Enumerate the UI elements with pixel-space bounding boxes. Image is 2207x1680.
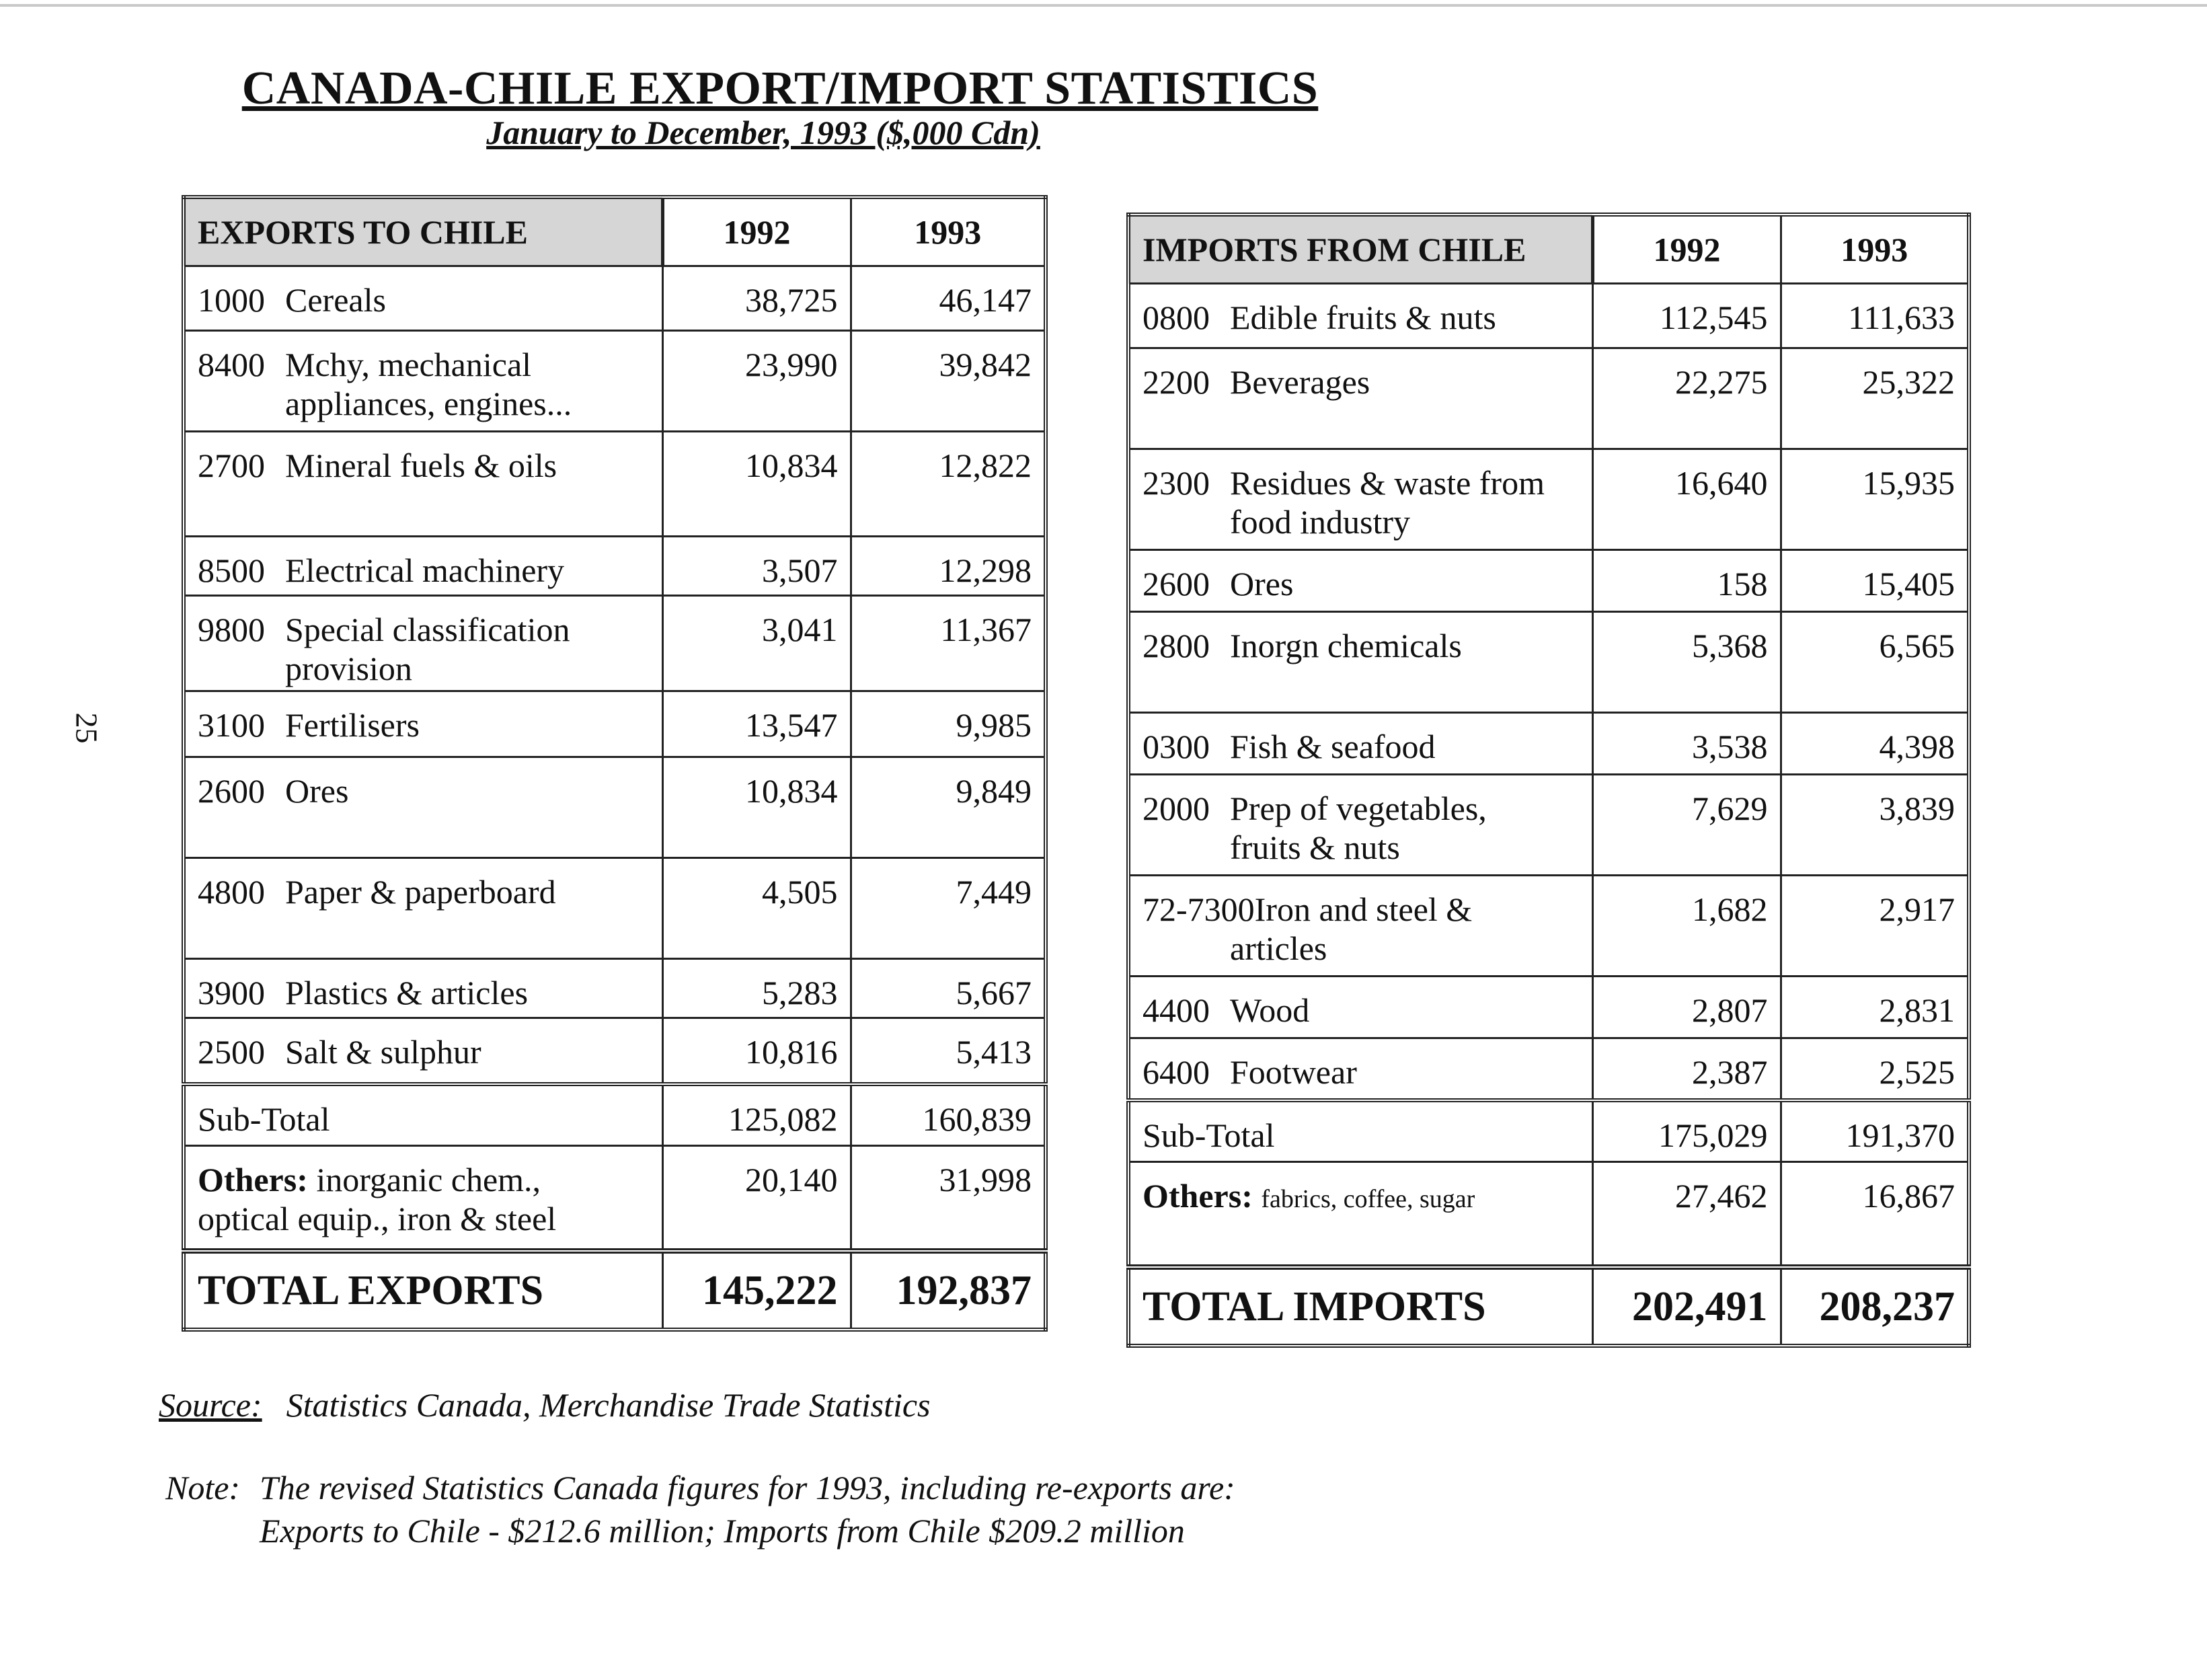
exports-others-desc: inorganic chem., <box>316 1161 541 1198</box>
value-1992: 16,640 <box>1592 449 1781 550</box>
table-row <box>184 1018 1046 1084</box>
table-row <box>184 691 1046 757</box>
item-label-cell <box>1128 713 1592 775</box>
item-code: 1000 <box>198 281 265 319</box>
item-label-continued: food industry <box>1230 503 1411 541</box>
imports-others-row <box>1128 1162 1969 1267</box>
item-label: Iron and steel & <box>1254 890 1473 928</box>
value-1992: 2,807 <box>1592 977 1781 1038</box>
table-row <box>184 266 1046 331</box>
item-label-continued: appliances, engines... <box>285 385 572 422</box>
value-1993: 11,367 <box>851 596 1046 691</box>
value-1993: 7,449 <box>851 858 1046 959</box>
value-1993: 25,322 <box>1781 348 1969 449</box>
item-label: Plastics & articles <box>285 974 529 1011</box>
item-label-cell <box>1128 977 1592 1038</box>
item-code: 2000 <box>1143 790 1210 827</box>
table-row <box>184 432 1046 537</box>
table-row <box>1128 876 1969 977</box>
note-label: Note: <box>165 1469 241 1506</box>
value-1992: 7,629 <box>1592 775 1781 876</box>
table-row <box>184 596 1046 691</box>
item-label-cell <box>1128 876 1592 977</box>
exports-others-row <box>184 1146 1046 1251</box>
item-code: 0800 <box>1143 299 1210 336</box>
item-label-continued: articles <box>1230 929 1327 967</box>
note-block <box>165 1466 1235 1552</box>
value-1993: 4,398 <box>1781 713 1969 775</box>
value-1993: 5,667 <box>851 959 1046 1018</box>
item-label-cell <box>184 1018 662 1084</box>
item-label-cell <box>184 266 662 331</box>
exports-table <box>182 195 1048 1332</box>
exports-subtotal-label: Sub-Total <box>184 1084 662 1146</box>
item-label: Salt & sulphur <box>285 1033 481 1071</box>
item-code: 2800 <box>1143 627 1210 664</box>
imports-total-1992: 202,491 <box>1592 1267 1781 1346</box>
value-1992: 3,538 <box>1592 713 1781 775</box>
value-1992: 1,682 <box>1592 876 1781 977</box>
table-row <box>1128 977 1969 1038</box>
imports-subtotal-1992: 175,029 <box>1592 1100 1781 1162</box>
item-label-continued: fruits & nuts <box>1230 829 1400 866</box>
imports-year-1993: 1993 <box>1781 215 1969 284</box>
note-line-2: Exports to Chile - $212.6 million; Imports from Chile $209.2 million <box>260 1512 1185 1550</box>
table-row <box>1128 449 1969 550</box>
value-1992: 2,387 <box>1592 1038 1781 1100</box>
item-label: Mineral fuels & oils <box>285 447 557 484</box>
value-1993: 9,849 <box>851 757 1046 858</box>
value-1992: 3,041 <box>662 596 851 691</box>
source-label: Source: <box>159 1386 262 1424</box>
item-label: Prep of vegetables, <box>1230 790 1487 827</box>
item-code: 2600 <box>198 772 265 810</box>
exports-subtotal-1992: 125,082 <box>662 1084 851 1146</box>
table-row <box>184 757 1046 858</box>
item-code: 2500 <box>198 1033 265 1071</box>
item-label-cell <box>184 757 662 858</box>
imports-total-label: TOTAL IMPORTS <box>1128 1267 1592 1346</box>
exports-total-1993: 192,837 <box>851 1251 1046 1330</box>
item-code: 2200 <box>1143 363 1210 401</box>
value-1992: 158 <box>1592 550 1781 612</box>
imports-subtotal-label: Sub-Total <box>1128 1100 1592 1162</box>
item-code: 3100 <box>198 706 265 744</box>
exports-others-label: Others: <box>198 1161 308 1198</box>
item-label: Inorgn chemicals <box>1230 627 1462 664</box>
table-row <box>1128 284 1969 348</box>
exports-rows <box>184 266 1046 1084</box>
item-code: 4400 <box>1143 991 1210 1029</box>
item-code: 72-7300 <box>1143 890 1255 928</box>
imports-others-1993: 16,867 <box>1781 1162 1969 1267</box>
item-label: Mchy, mechanical <box>285 346 532 383</box>
exports-others-desc2: optical equip., iron & steel <box>198 1200 557 1237</box>
exports-header: EXPORTS TO CHILE <box>184 197 662 266</box>
item-label-cell <box>1128 348 1592 449</box>
item-label: Residues & waste from <box>1230 464 1545 502</box>
value-1993: 5,413 <box>851 1018 1046 1084</box>
value-1992: 3,507 <box>662 537 851 596</box>
item-label-cell <box>184 858 662 959</box>
value-1993: 2,831 <box>1781 977 1969 1038</box>
exports-others-1993: 31,998 <box>851 1146 1046 1251</box>
imports-total-row <box>1128 1267 1969 1346</box>
item-label: Beverages <box>1230 363 1370 401</box>
item-code: 9800 <box>198 611 265 648</box>
value-1993: 15,405 <box>1781 550 1969 612</box>
table-row <box>1128 775 1969 876</box>
source-line <box>159 1385 931 1424</box>
imports-total-1993: 208,237 <box>1781 1267 1969 1346</box>
item-label: Ores <box>1230 565 1294 603</box>
item-code: 3900 <box>198 974 265 1011</box>
item-label-cell <box>184 691 662 757</box>
value-1993: 46,147 <box>851 266 1046 331</box>
table-row <box>1128 713 1969 775</box>
imports-subtotal-1993: 191,370 <box>1781 1100 1969 1162</box>
table-row <box>1128 1038 1969 1100</box>
item-label-cell <box>1128 449 1592 550</box>
item-label-cell <box>184 596 662 691</box>
scan-top-edge <box>0 4 2207 7</box>
exports-others-cell <box>184 1146 662 1251</box>
value-1992: 10,816 <box>662 1018 851 1084</box>
value-1993: 9,985 <box>851 691 1046 757</box>
item-code: 8500 <box>198 551 265 589</box>
imports-rows <box>1128 284 1969 1100</box>
imports-year-1992: 1992 <box>1592 215 1781 284</box>
exports-year-1992: 1992 <box>662 197 851 266</box>
value-1992: 10,834 <box>662 432 851 537</box>
item-label: Fertilisers <box>285 706 420 744</box>
table-row <box>184 959 1046 1018</box>
item-label: Cereals <box>285 281 386 319</box>
value-1993: 3,839 <box>1781 775 1969 876</box>
exports-subtotal-1993: 160,839 <box>851 1084 1046 1146</box>
table-row <box>184 858 1046 959</box>
exports-subtotal-row <box>184 1084 1046 1146</box>
table-row <box>1128 550 1969 612</box>
exports-total-row <box>184 1251 1046 1330</box>
item-code: 4800 <box>198 873 265 911</box>
imports-header: IMPORTS FROM CHILE <box>1128 215 1592 284</box>
value-1993: 2,917 <box>1781 876 1969 977</box>
item-label-cell <box>184 959 662 1018</box>
value-1993: 39,842 <box>851 331 1046 432</box>
exports-total-label: TOTAL EXPORTS <box>184 1251 662 1330</box>
item-code: 6400 <box>1143 1053 1210 1091</box>
imports-others-1992: 27,462 <box>1592 1162 1781 1267</box>
note-line-1: The revised Statistics Canada figures for 1993, including re-exports are: <box>260 1469 1235 1506</box>
exports-year-1993: 1993 <box>851 197 1046 266</box>
value-1993: 111,633 <box>1781 284 1969 348</box>
table-row <box>1128 348 1969 449</box>
imports-others-label: Others: <box>1143 1177 1253 1215</box>
imports-table <box>1126 213 1971 1348</box>
item-label-cell <box>1128 612 1592 713</box>
exports-header-row <box>184 197 1046 266</box>
source-text: Statistics Canada, Merchandise Trade Statistics <box>286 1386 931 1424</box>
item-code: 2300 <box>1143 464 1210 502</box>
item-label-cell <box>1128 284 1592 348</box>
item-label-cell <box>1128 550 1592 612</box>
item-code: 2600 <box>1143 565 1210 603</box>
item-label-cell <box>184 537 662 596</box>
item-code: 2700 <box>198 447 265 484</box>
value-1993: 6,565 <box>1781 612 1969 713</box>
imports-subtotal-row <box>1128 1100 1969 1162</box>
item-code: 8400 <box>198 346 265 383</box>
item-label-cell <box>184 432 662 537</box>
item-label-cell <box>1128 775 1592 876</box>
value-1993: 2,525 <box>1781 1038 1969 1100</box>
item-label-cell <box>1128 1038 1592 1100</box>
item-label: Edible fruits & nuts <box>1230 299 1496 336</box>
value-1992: 4,505 <box>662 858 851 959</box>
item-label: Wood <box>1230 991 1310 1029</box>
value-1992: 23,990 <box>662 331 851 432</box>
item-label-cell <box>184 331 662 432</box>
imports-others-desc: fabrics, coffee, sugar <box>1261 1185 1475 1213</box>
table-row <box>184 537 1046 596</box>
value-1993: 12,822 <box>851 432 1046 537</box>
value-1992: 5,368 <box>1592 612 1781 713</box>
exports-others-1992: 20,140 <box>662 1146 851 1251</box>
item-code: 0300 <box>1143 728 1210 765</box>
value-1992: 112,545 <box>1592 284 1781 348</box>
value-1992: 5,283 <box>662 959 851 1018</box>
item-label: Electrical machinery <box>285 551 565 589</box>
value-1992: 13,547 <box>662 691 851 757</box>
item-label: Footwear <box>1230 1053 1357 1091</box>
table-row <box>184 331 1046 432</box>
item-label: Special classification <box>285 611 570 648</box>
page-subtitle: January to December, 1993 ($,000 Cdn) <box>486 114 1040 151</box>
item-label: Fish & seafood <box>1230 728 1436 765</box>
exports-total-1992: 145,222 <box>662 1251 851 1330</box>
value-1993: 15,935 <box>1781 449 1969 550</box>
table-row <box>1128 612 1969 713</box>
imports-others-cell <box>1128 1162 1592 1267</box>
item-label: Paper & paperboard <box>285 873 556 911</box>
page-number: 25 <box>69 712 104 744</box>
value-1993: 12,298 <box>851 537 1046 596</box>
item-label-continued: provision <box>285 650 412 687</box>
value-1992: 10,834 <box>662 757 851 858</box>
page-title: CANADA-CHILE EXPORT/IMPORT STATISTICS <box>241 63 1319 114</box>
imports-header-row <box>1128 215 1969 284</box>
item-label: Ores <box>285 772 349 810</box>
value-1992: 22,275 <box>1592 348 1781 449</box>
value-1992: 38,725 <box>662 266 851 331</box>
